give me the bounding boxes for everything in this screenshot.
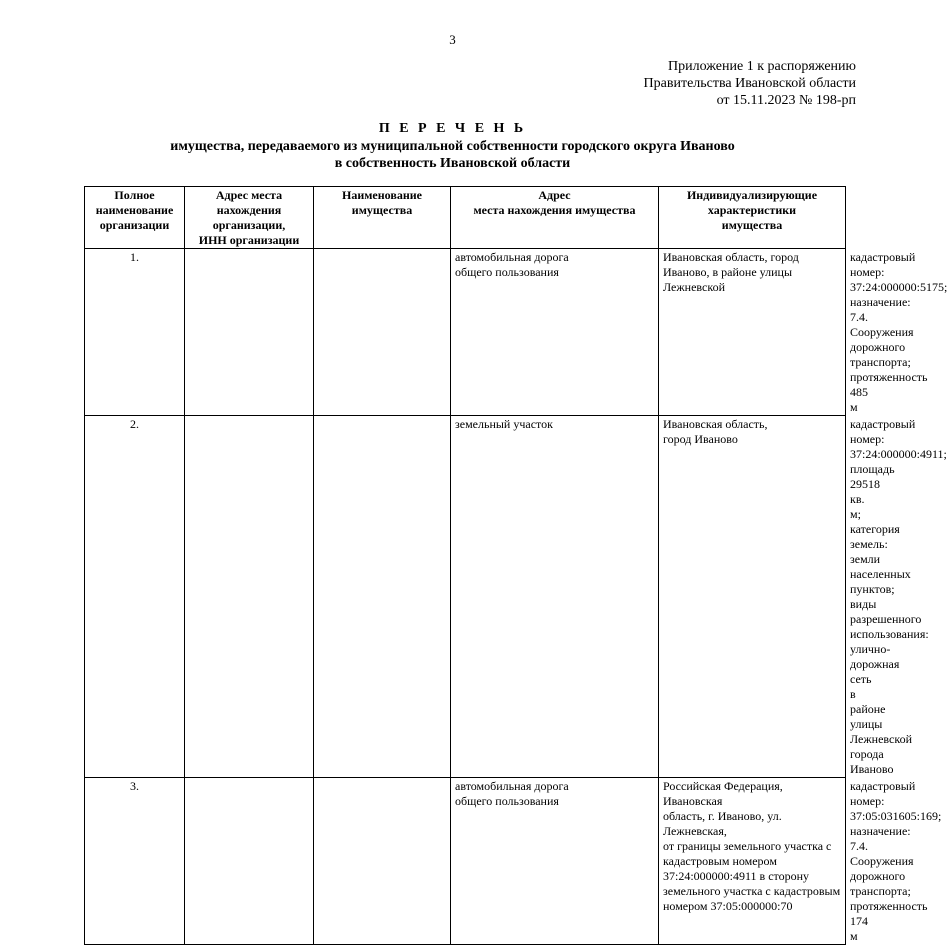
property-address-cell: Российская Федерация, Ивановская область, г. Иваново, ул. Лежневская, от границы земельного участка с кадастровым номером 37:24:000000:4911 в сторону земельного участка с кадастровым номером 37:05:000000:70 [659,778,846,945]
property-table [84,186,947,945]
appendix-line: от 15.11.2023 № 198-рп [716,93,856,108]
row-number: 1. [85,249,185,416]
property-name-cell: автомобильная дорога общего пользования [451,249,659,416]
org-address-cell [314,778,451,945]
row-number: 3. [85,778,185,945]
org-name-cell [185,249,314,416]
org-name-cell [185,416,314,778]
header-org-name: Полное наименование организации [85,187,185,249]
header-org-address: Адрес места нахождения организации, ИНН организации [185,187,314,249]
table-row: 1. автомобильная дорога общего пользования Ивановская область, город Иваново, в районе улицы Лежневской кадастровый номер: 37:24:000000:5175; назначение: 7.4. Сооружения дорожного транспорта; протяженность 485 м [85,249,846,416]
property-address-cell: Ивановская область, город Иваново, в районе улицы Лежневской [659,249,846,416]
org-name-cell [185,778,314,945]
property-name-cell: земельный участок [451,416,659,778]
subtitle-line: в собственность Ивановской области [334,156,571,171]
property-name-cell: автомобильная дорога общего пользования [451,778,659,945]
appendix-header [644,58,856,109]
page-number: 3 [449,32,456,47]
table-row: 3. автомобильная дорога общего пользования Российская Федерация, Ивановская область, г. Иваново, ул. Лежневская, от границы земельного участка с кадастровым номером 37:24:000000:4911 в сторону земельного участка с кадастровым номером 37:05:000000:70 кадастровый номер: 37:05:031605:169; назначение: 7.4. Сооружения дорожного транспорта; протяженность 174 м [85,778,846,945]
header-characteristics: Индивидуализирующие характеристики имущества [659,187,846,249]
subtitle-line: имущества, передаваемого из муниципальной собственности городского округа Иваново [170,139,735,154]
org-address-cell [314,249,451,416]
document-title: П Е Р Е Ч Е Н Ь [378,121,527,136]
header-property-address: Адрес места нахождения имущества [451,187,659,249]
org-address-cell [314,416,451,778]
table-header-row [85,187,846,249]
property-address-cell: Ивановская область, город Иваново [659,416,846,778]
document-subtitle [0,138,905,172]
appendix-line: Правительства Ивановской области [643,76,856,91]
appendix-line: Приложение 1 к распоряжению [668,59,856,74]
row-number: 2. [85,416,185,778]
header-property-name: Наименование имущества [314,187,451,249]
table-row: 2. земельный участок Ивановская область, город Иваново кадастровый номер: 37:24:000000:4911; площадь 29518 кв. м; категория земель: земли населенных пунктов; виды разрешенного использования: улично- дорожная сеть в районе улицы Лежневской города Иваново [85,416,846,778]
